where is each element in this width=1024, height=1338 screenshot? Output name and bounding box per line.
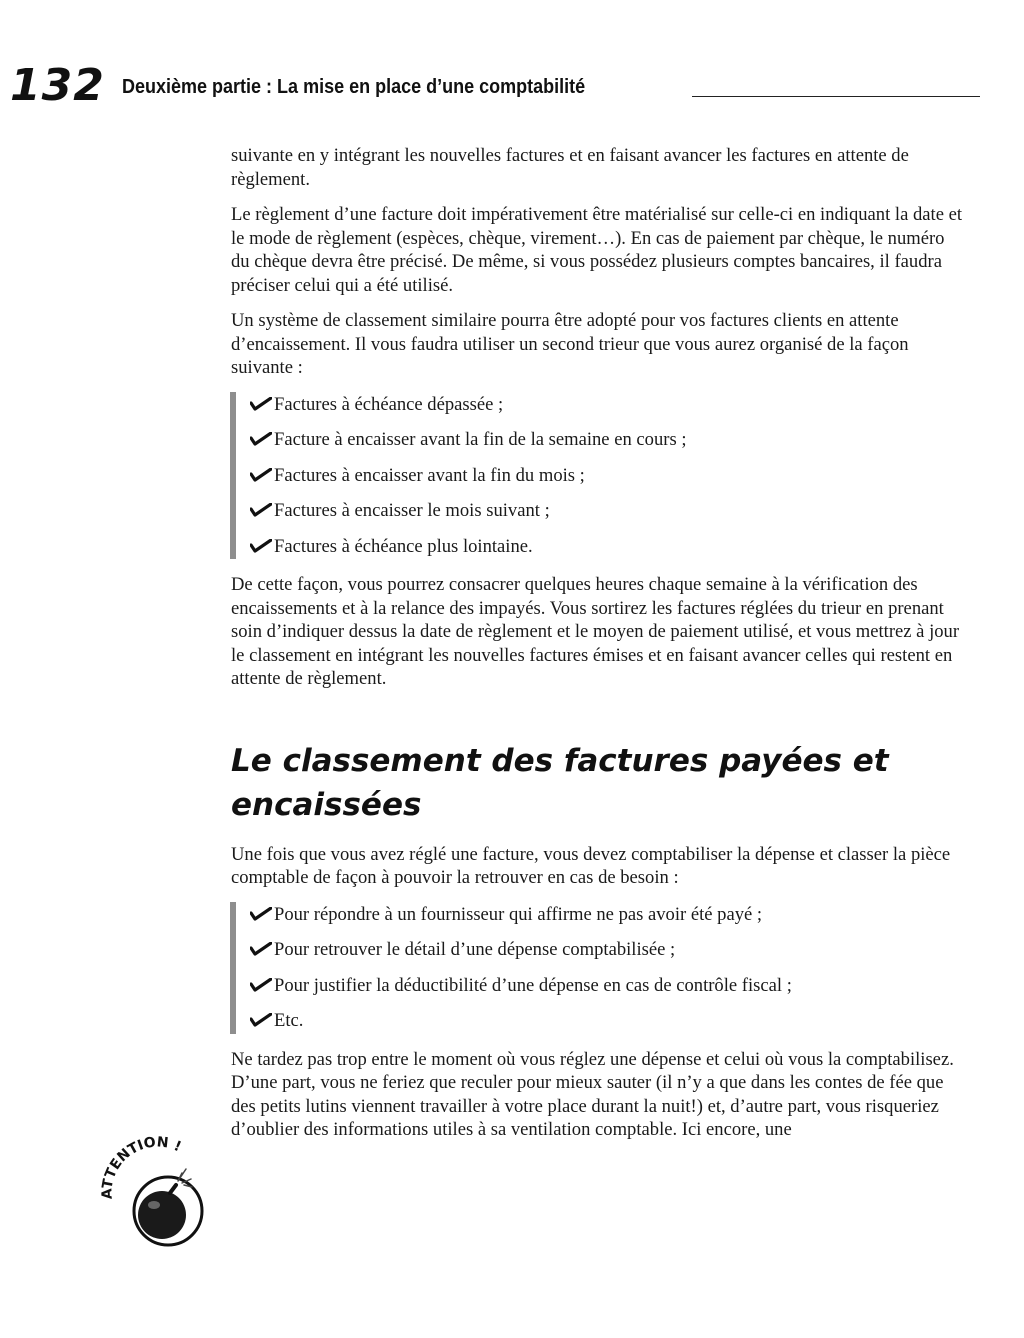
paragraph: De cette façon, vous pourrez consacrer quelques heures chaque semaine à la vérification des encaissements et à la relance des impayés. Vous sortirez les factures réglées du trieur en prenant soin d’indiquer dessus la date de règlement et le moyen de paiement utilisé, et vous mettrez à jour le classement en intégrant les nouvelles factures émises et en faisant avancer celles qui restent en attente de règlement.	[231, 574, 960, 689]
list-item-text: Pour justifier la déductibilité d’une dépense en cas de contrôle fiscal ;	[274, 974, 792, 996]
list-item	[250, 1009, 966, 1033]
page-body	[231, 144, 966, 1154]
header-rule	[692, 96, 980, 97]
list-item	[250, 535, 966, 559]
list-item	[250, 499, 966, 523]
check-bullet-icon	[250, 503, 272, 517]
check-bullet-icon	[250, 539, 272, 553]
paragraph: Un système de classement similaire pourra être adopté pour vos factures clients en attente d’encaissement. Il vous faudra utiliser un second trieur que vous aurez organisé de la façon suivante :	[231, 310, 909, 378]
list-item-text: Facture à encaisser avant la fin de la semaine en cours ;	[274, 429, 687, 450]
paragraph: Une fois que vous avez réglé une facture, vous devez comptabiliser la dépense et classer la pièce comptable de façon à pouvoir la retrouver en cas de besoin :	[231, 843, 951, 888]
check-bullet-icon	[250, 942, 272, 956]
section-title: Le classement des factures payées et encaissées	[231, 742, 889, 823]
paragraph: Le règlement d’une facture doit impérativement être matérialisé sur celle-ci en indiquant la date et le mode de règlement (espèces, chèque, virement…). En cas de paiement par chèque, le numéro du chèque devra être précisé. De même, si vous possédez plusieurs comptes bancaires, il faudra préciser celui qui a été utilisé.	[231, 204, 963, 296]
check-bullet-icon	[250, 907, 272, 921]
list-item	[250, 903, 966, 927]
warning-paragraph: Ne tardez pas trop entre le moment où vous réglez une dépense et celui où vous la comptabilisez. D’une part, vous ne feriez que reculer pour mieux sauter (il n’y a que dans les contes de fée que des petits lutins viennent travailler à votre place durant la nuit!) et, d’autre part, vous risqueriez d’oublier des informations utiles à sa ventilation comptable. Ici encore, une	[231, 1048, 954, 1140]
list-item	[250, 428, 966, 452]
paragraph: suivante en y intégrant les nouvelles factures et en faisant avancer les factures en attente de règlement.	[231, 145, 909, 190]
bullet-list-reasons	[230, 902, 966, 1034]
check-bullet-icon	[250, 1013, 272, 1027]
attention-bomb-icon	[96, 1133, 216, 1253]
bullet-list-receivables	[230, 392, 966, 560]
running-head: Deuxième partie : La mise en place d’une comptabilité	[122, 76, 586, 98]
check-bullet-icon	[250, 468, 272, 482]
list-item	[250, 938, 966, 962]
page-number: 132	[10, 60, 105, 111]
check-bullet-icon	[250, 978, 272, 992]
list-item-text: Factures à encaisser le mois suivant ;	[274, 500, 550, 521]
check-bullet-icon	[250, 432, 272, 446]
list-item	[250, 393, 966, 417]
check-bullet-icon	[250, 397, 272, 411]
list-item	[250, 464, 966, 488]
list-item-text: Factures à encaisser avant la fin du mois ;	[274, 464, 585, 486]
list-item-text: Etc.	[274, 1010, 304, 1031]
warning-label: ATTENTION !	[99, 1134, 184, 1200]
list-item	[250, 974, 966, 998]
list-item-text: Factures à échéance plus lointaine.	[274, 535, 533, 557]
list-item-text: Factures à échéance dépassée ;	[274, 393, 504, 415]
list-item-text: Pour répondre à un fournisseur qui affirme ne pas avoir été payé ;	[274, 903, 763, 925]
list-item-text: Pour retrouver le détail d’une dépense comptabilisée ;	[274, 939, 676, 960]
